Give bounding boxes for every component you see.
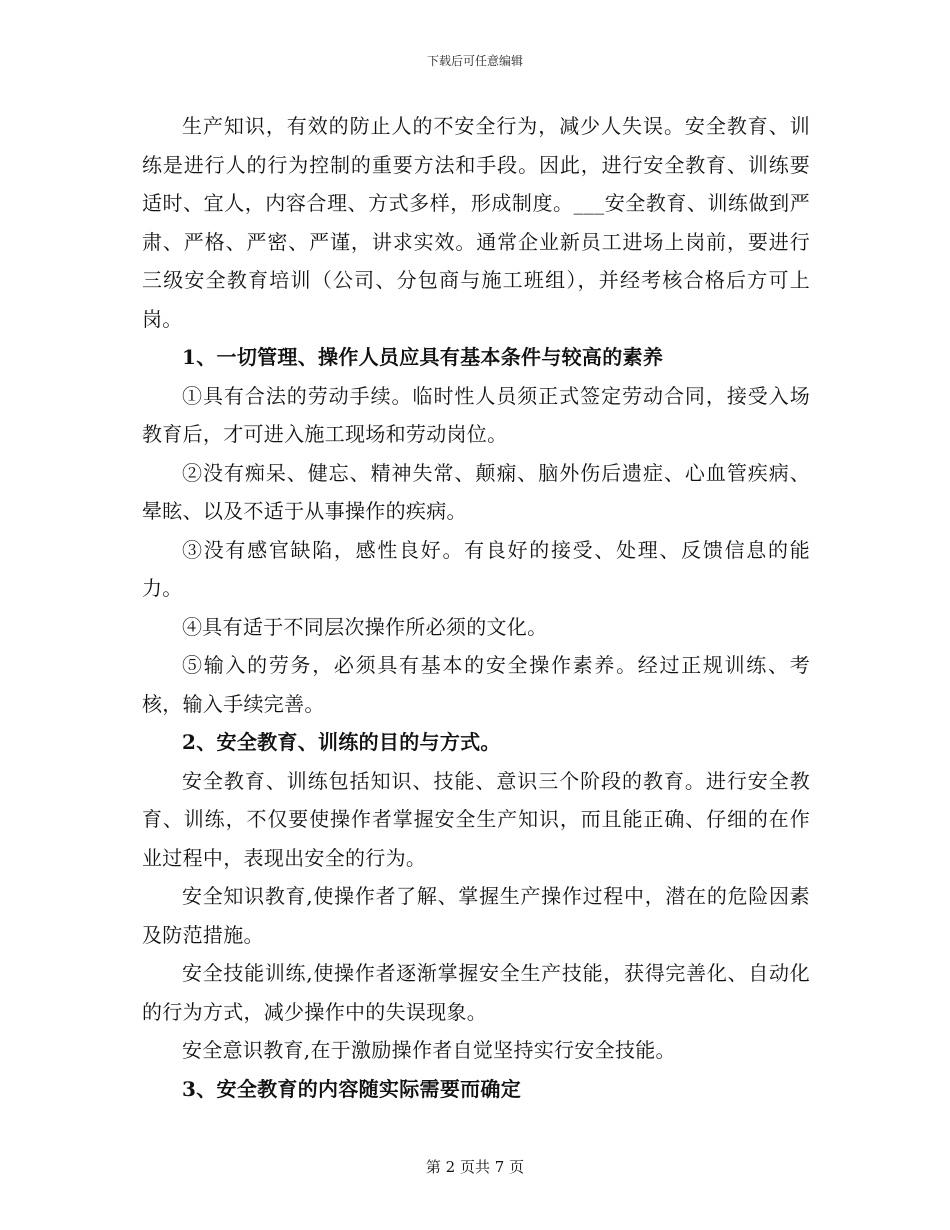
body-paragraph: 生产知识，有效的防止人的不安全行为，减少人失误。安全教育、训练是进行人的行为控制的重要方法和手段。因此，进行安全教育、训练要适时、宜人，内容合理、方式多样，形成制度。___安全教育、训练做到严肃、严格、严密、严谨，讲求实效。通常企业新员工进场上岗前，要进行三级安全教育培训（公司、分包商与施工班组），并经考核合格后方可上岗。 — [142, 114, 810, 331]
body-paragraph: 安全教育、训练包括知识、技能、意识三个阶段的教育。进行安全教育、训练，不仅要使操作者掌握安全生产知识，而且能正确、仔细的在作业过程中，表现出安全的行为。 — [142, 768, 810, 870]
list-item-1: ①具有合法的劳动手续。临时性人员须正式签定劳动合同，接受入场教育后，才可进入施工现场和劳动岗位。 — [142, 383, 810, 446]
body-paragraph: 安全技能训练,使操作者逐渐掌握安全生产技能，获得完善化、自动化的行为方式，减少操作中的失误现象。 — [142, 961, 810, 1024]
section-heading-2: 2、安全教育、训练的目的与方式。 — [182, 730, 501, 754]
list-item-5: ⑤输入的劳务，必须具有基本的安全操作素养。经过正规训练、考核，输入手续完善。 — [142, 653, 810, 716]
list-item-2: ②没有痴呆、健忘、精神失常、颠痫、脑外伤后遗症、心血管疾病、晕眩、以及不适于从事操作的疾病。 — [142, 460, 810, 523]
page-footer: 第 2 页共 7 页 — [425, 1158, 525, 1176]
body-paragraph: 安全知识教育,使操作者了解、掌握生产操作过程中，潜在的危险因素及防范措施。 — [142, 884, 810, 947]
list-item-3: ③没有感官缺陷，感性良好。有良好的接受、处理、反馈信息的能力。 — [142, 537, 810, 600]
section-heading-3: 3、安全教育的内容随实际需要而确定 — [182, 1076, 522, 1101]
list-item-4: ④具有适于不同层次操作所必须的文化。 — [182, 614, 548, 639]
section-heading-1: 1、一切管理、操作人员应具有基本条件与较高的素养 — [182, 345, 664, 369]
page-header: 下载后可任意编辑 — [426, 54, 523, 68]
document-body — [142, 107, 810, 1108]
body-paragraph: 安全意识教育,在于激励操作者自觉坚持实行安全技能。 — [182, 1038, 676, 1062]
